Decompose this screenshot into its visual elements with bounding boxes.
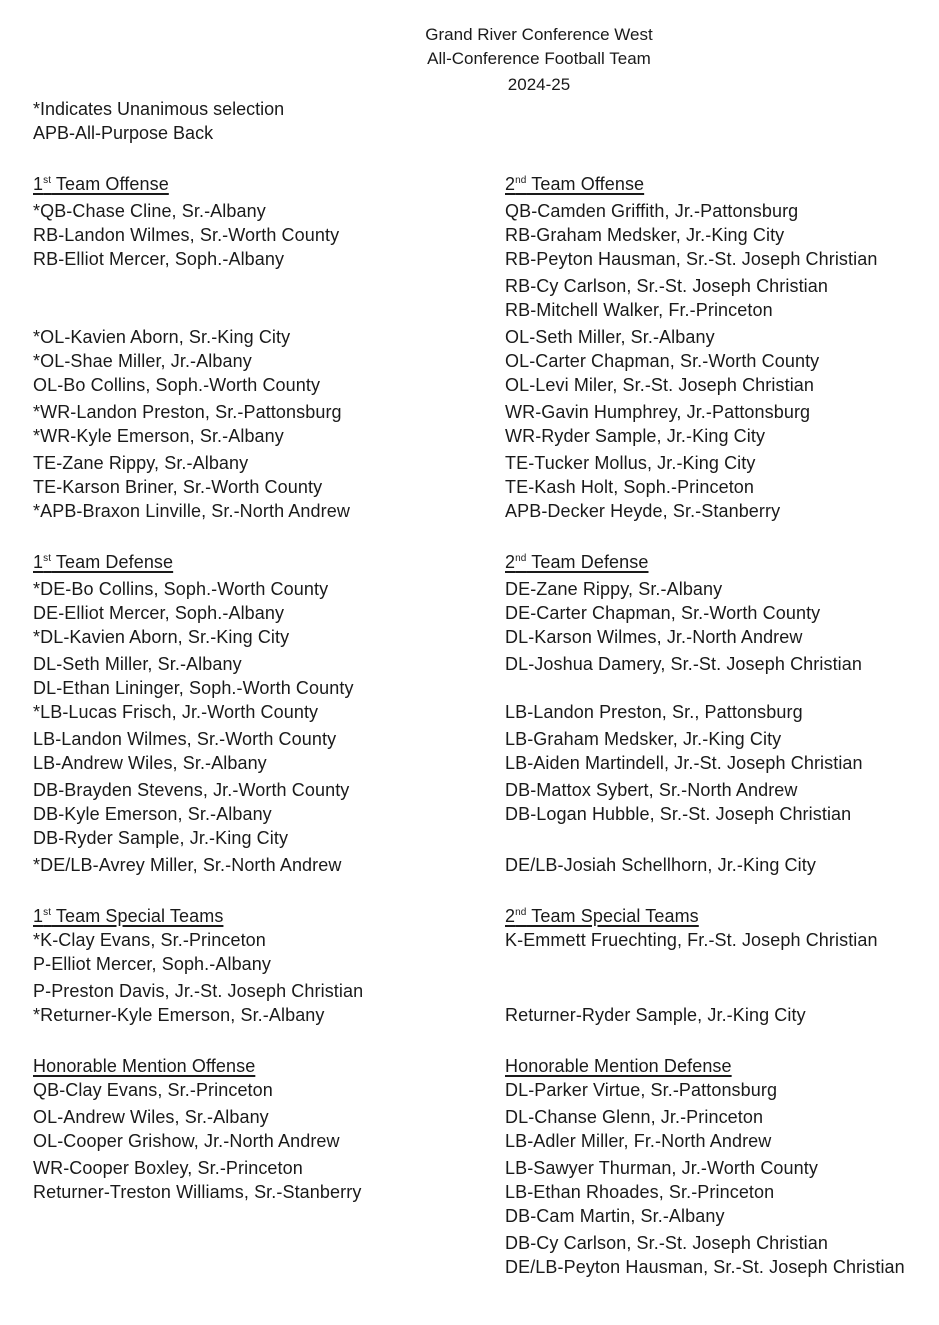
heading-ordinal: st	[43, 175, 52, 186]
player-entry: DE/LB-Peyton Hausman, Sr.-St. Joseph Christian	[505, 1257, 905, 1277]
player-entry: *WR-Landon Preston, Sr.-Pattonsburg	[33, 402, 342, 422]
player-entry: *DL-Kavien Aborn, Sr.-King City	[33, 627, 290, 647]
player-entry: *QB-Chase Cline, Sr.-Albany	[33, 201, 266, 221]
player-entry: DL-Joshua Damery, Sr.-St. Joseph Christian	[505, 654, 863, 674]
player-entry: WR-Gavin Humphrey, Jr.-Pattonsburg	[505, 402, 811, 422]
player-entry: LB-Ethan Rhoades, Sr.-Princeton	[505, 1182, 775, 1202]
heading-number: 1	[33, 906, 44, 926]
heading-number: 2	[505, 552, 516, 572]
heading-number: 2	[505, 174, 516, 194]
player-entry: OL-Levi Miler, Sr.-St. Joseph Christian	[505, 375, 815, 395]
player-entry: DE-Zane Rippy, Sr.-Albany	[505, 579, 723, 599]
player-entry: DE-Elliot Mercer, Soph.-Albany	[33, 603, 285, 623]
player-entry: P-Elliot Mercer, Soph.-Albany	[33, 954, 271, 974]
heading-number: 2	[505, 906, 516, 926]
player-entry: APB-Decker Heyde, Sr.-Stanberry	[505, 501, 781, 521]
player-entry: DB-Logan Hubble, Sr.-St. Joseph Christian	[505, 804, 852, 824]
player-entry: WR-Cooper Boxley, Sr.-Princeton	[33, 1158, 303, 1178]
player-entry: OL-Carter Chapman, Sr.-Worth County	[505, 351, 820, 371]
player-entry: OL-Andrew Wiles, Sr.-Albany	[33, 1107, 269, 1127]
player-entry: WR-Ryder Sample, Jr.-King City	[505, 426, 766, 446]
apb-note: APB-All-Purpose Back	[33, 123, 214, 143]
conference-title: Grand River Conference West	[425, 25, 653, 44]
player-entry: DB-Kyle Emerson, Sr.-Albany	[33, 804, 272, 824]
player-entry: DE/LB-Josiah Schellhorn, Jr.-King City	[505, 855, 816, 875]
first-team-special-teams-heading	[33, 905, 223, 927]
unanimous-note: *Indicates Unanimous selection	[33, 99, 285, 119]
player-entry: QB-Camden Griffith, Jr.-Pattonsburg	[505, 201, 799, 221]
player-entry: DE-Carter Chapman, Sr.-Worth County	[505, 603, 821, 623]
player-entry: *DE-Bo Collins, Soph.-Worth County	[33, 579, 329, 599]
season-year: 2024-25	[507, 75, 571, 94]
heading-ordinal: nd	[515, 553, 527, 564]
player-entry: K-Emmett Fruechting, Fr.-St. Joseph Christian	[505, 930, 878, 950]
player-entry: *APB-Braxon Linville, Sr.-North Andrew	[33, 501, 350, 521]
player-entry: *DE/LB-Avrey Miller, Sr.-North Andrew	[33, 855, 342, 875]
player-entry: RB-Peyton Hausman, Sr.-St. Joseph Christian	[505, 249, 878, 269]
heading-text: Team Defense	[51, 552, 174, 572]
second-team-special-teams-heading	[505, 905, 699, 927]
heading-text: Team Defense	[526, 552, 649, 572]
player-entry: *K-Clay Evans, Sr.-Princeton	[33, 930, 266, 950]
second-team-defense-heading	[505, 551, 649, 573]
honorable-mention-offense-heading: Honorable Mention Offense	[33, 1056, 256, 1076]
player-entry: P-Preston Davis, Jr.-St. Joseph Christian	[33, 981, 364, 1001]
player-entry: RB-Graham Medsker, Jr.-King City	[505, 225, 785, 245]
honorable-mention-defense-heading: Honorable Mention Defense	[505, 1056, 732, 1076]
player-entry: DB-Brayden Stevens, Jr.-Worth County	[33, 780, 350, 800]
player-entry: RB-Cy Carlson, Sr.-St. Joseph Christian	[505, 276, 829, 296]
heading-ordinal: st	[43, 907, 52, 918]
player-entry: DB-Cam Martin, Sr.-Albany	[505, 1206, 725, 1226]
player-entry: DL-Ethan Lininger, Soph.-Worth County	[33, 678, 354, 698]
heading-ordinal: nd	[515, 175, 527, 186]
player-entry: LB-Adler Miller, Fr.-North Andrew	[505, 1131, 772, 1151]
player-entry: Returner-Treston Williams, Sr.-Stanberry	[33, 1182, 362, 1202]
player-entry: Returner-Ryder Sample, Jr.-King City	[505, 1005, 806, 1025]
player-entry: RB-Mitchell Walker, Fr.-Princeton	[505, 300, 773, 320]
player-entry: LB-Landon Wilmes, Sr.-Worth County	[33, 729, 337, 749]
heading-number: 1	[33, 552, 44, 572]
player-entry: DL-Chanse Glenn, Jr.-Princeton	[505, 1107, 764, 1127]
player-entry: LB-Sawyer Thurman, Jr.-Worth County	[505, 1158, 818, 1178]
player-entry: TE-Zane Rippy, Sr.-Albany	[33, 453, 249, 473]
heading-ordinal: st	[43, 553, 52, 564]
first-team-offense-heading	[33, 173, 169, 195]
player-entry: DB-Mattox Sybert, Sr.-North Andrew	[505, 780, 798, 800]
player-entry: *Returner-Kyle Emerson, Sr.-Albany	[33, 1005, 325, 1025]
player-entry: *OL-Shae Miller, Jr.-Albany	[33, 351, 252, 371]
player-entry: DL-Parker Virtue, Sr.-Pattonsburg	[505, 1080, 778, 1100]
player-entry: *LB-Lucas Frisch, Jr.-Worth County	[33, 702, 319, 722]
player-entry: *OL-Kavien Aborn, Sr.-King City	[33, 327, 291, 347]
player-entry: RB-Landon Wilmes, Sr.-Worth County	[33, 225, 340, 245]
player-entry: OL-Cooper Grishow, Jr.-North Andrew	[33, 1131, 340, 1151]
heading-text: Team Offense	[51, 174, 169, 194]
team-title: All-Conference Football Team	[427, 49, 651, 68]
first-team-defense-heading	[33, 551, 173, 573]
player-entry: DB-Cy Carlson, Sr.-St. Joseph Christian	[505, 1233, 829, 1253]
player-entry: OL-Bo Collins, Soph.-Worth County	[33, 375, 321, 395]
heading-ordinal: nd	[515, 907, 527, 918]
player-entry: LB-Andrew Wiles, Sr.-Albany	[33, 753, 267, 773]
player-entry: *WR-Kyle Emerson, Sr.-Albany	[33, 426, 284, 446]
player-entry: TE-Karson Briner, Sr.-Worth County	[33, 477, 323, 497]
player-entry: LB-Graham Medsker, Jr.-King City	[505, 729, 782, 749]
heading-text: Team Offense	[526, 174, 645, 194]
player-entry: TE-Tucker Mollus, Jr.-King City	[505, 453, 756, 473]
player-entry: LB-Landon Preston, Sr., Pattonsburg	[505, 702, 803, 722]
player-entry: DL-Seth Miller, Sr.-Albany	[33, 654, 242, 674]
second-team-offense-heading	[505, 173, 644, 195]
player-entry: OL-Seth Miller, Sr.-Albany	[505, 327, 715, 347]
player-entry: DB-Ryder Sample, Jr.-King City	[33, 828, 289, 848]
heading-number: 1	[33, 174, 44, 194]
player-entry: QB-Clay Evans, Sr.-Princeton	[33, 1080, 273, 1100]
player-entry: LB-Aiden Martindell, Jr.-St. Joseph Christian	[505, 753, 863, 773]
player-entry: TE-Kash Holt, Soph.-Princeton	[505, 477, 755, 497]
heading-text: Team Special Teams	[526, 906, 699, 926]
heading-text: Team Special Teams	[51, 906, 224, 926]
player-entry: DL-Karson Wilmes, Jr.-North Andrew	[505, 627, 803, 647]
player-entry: RB-Elliot Mercer, Soph.-Albany	[33, 249, 285, 269]
